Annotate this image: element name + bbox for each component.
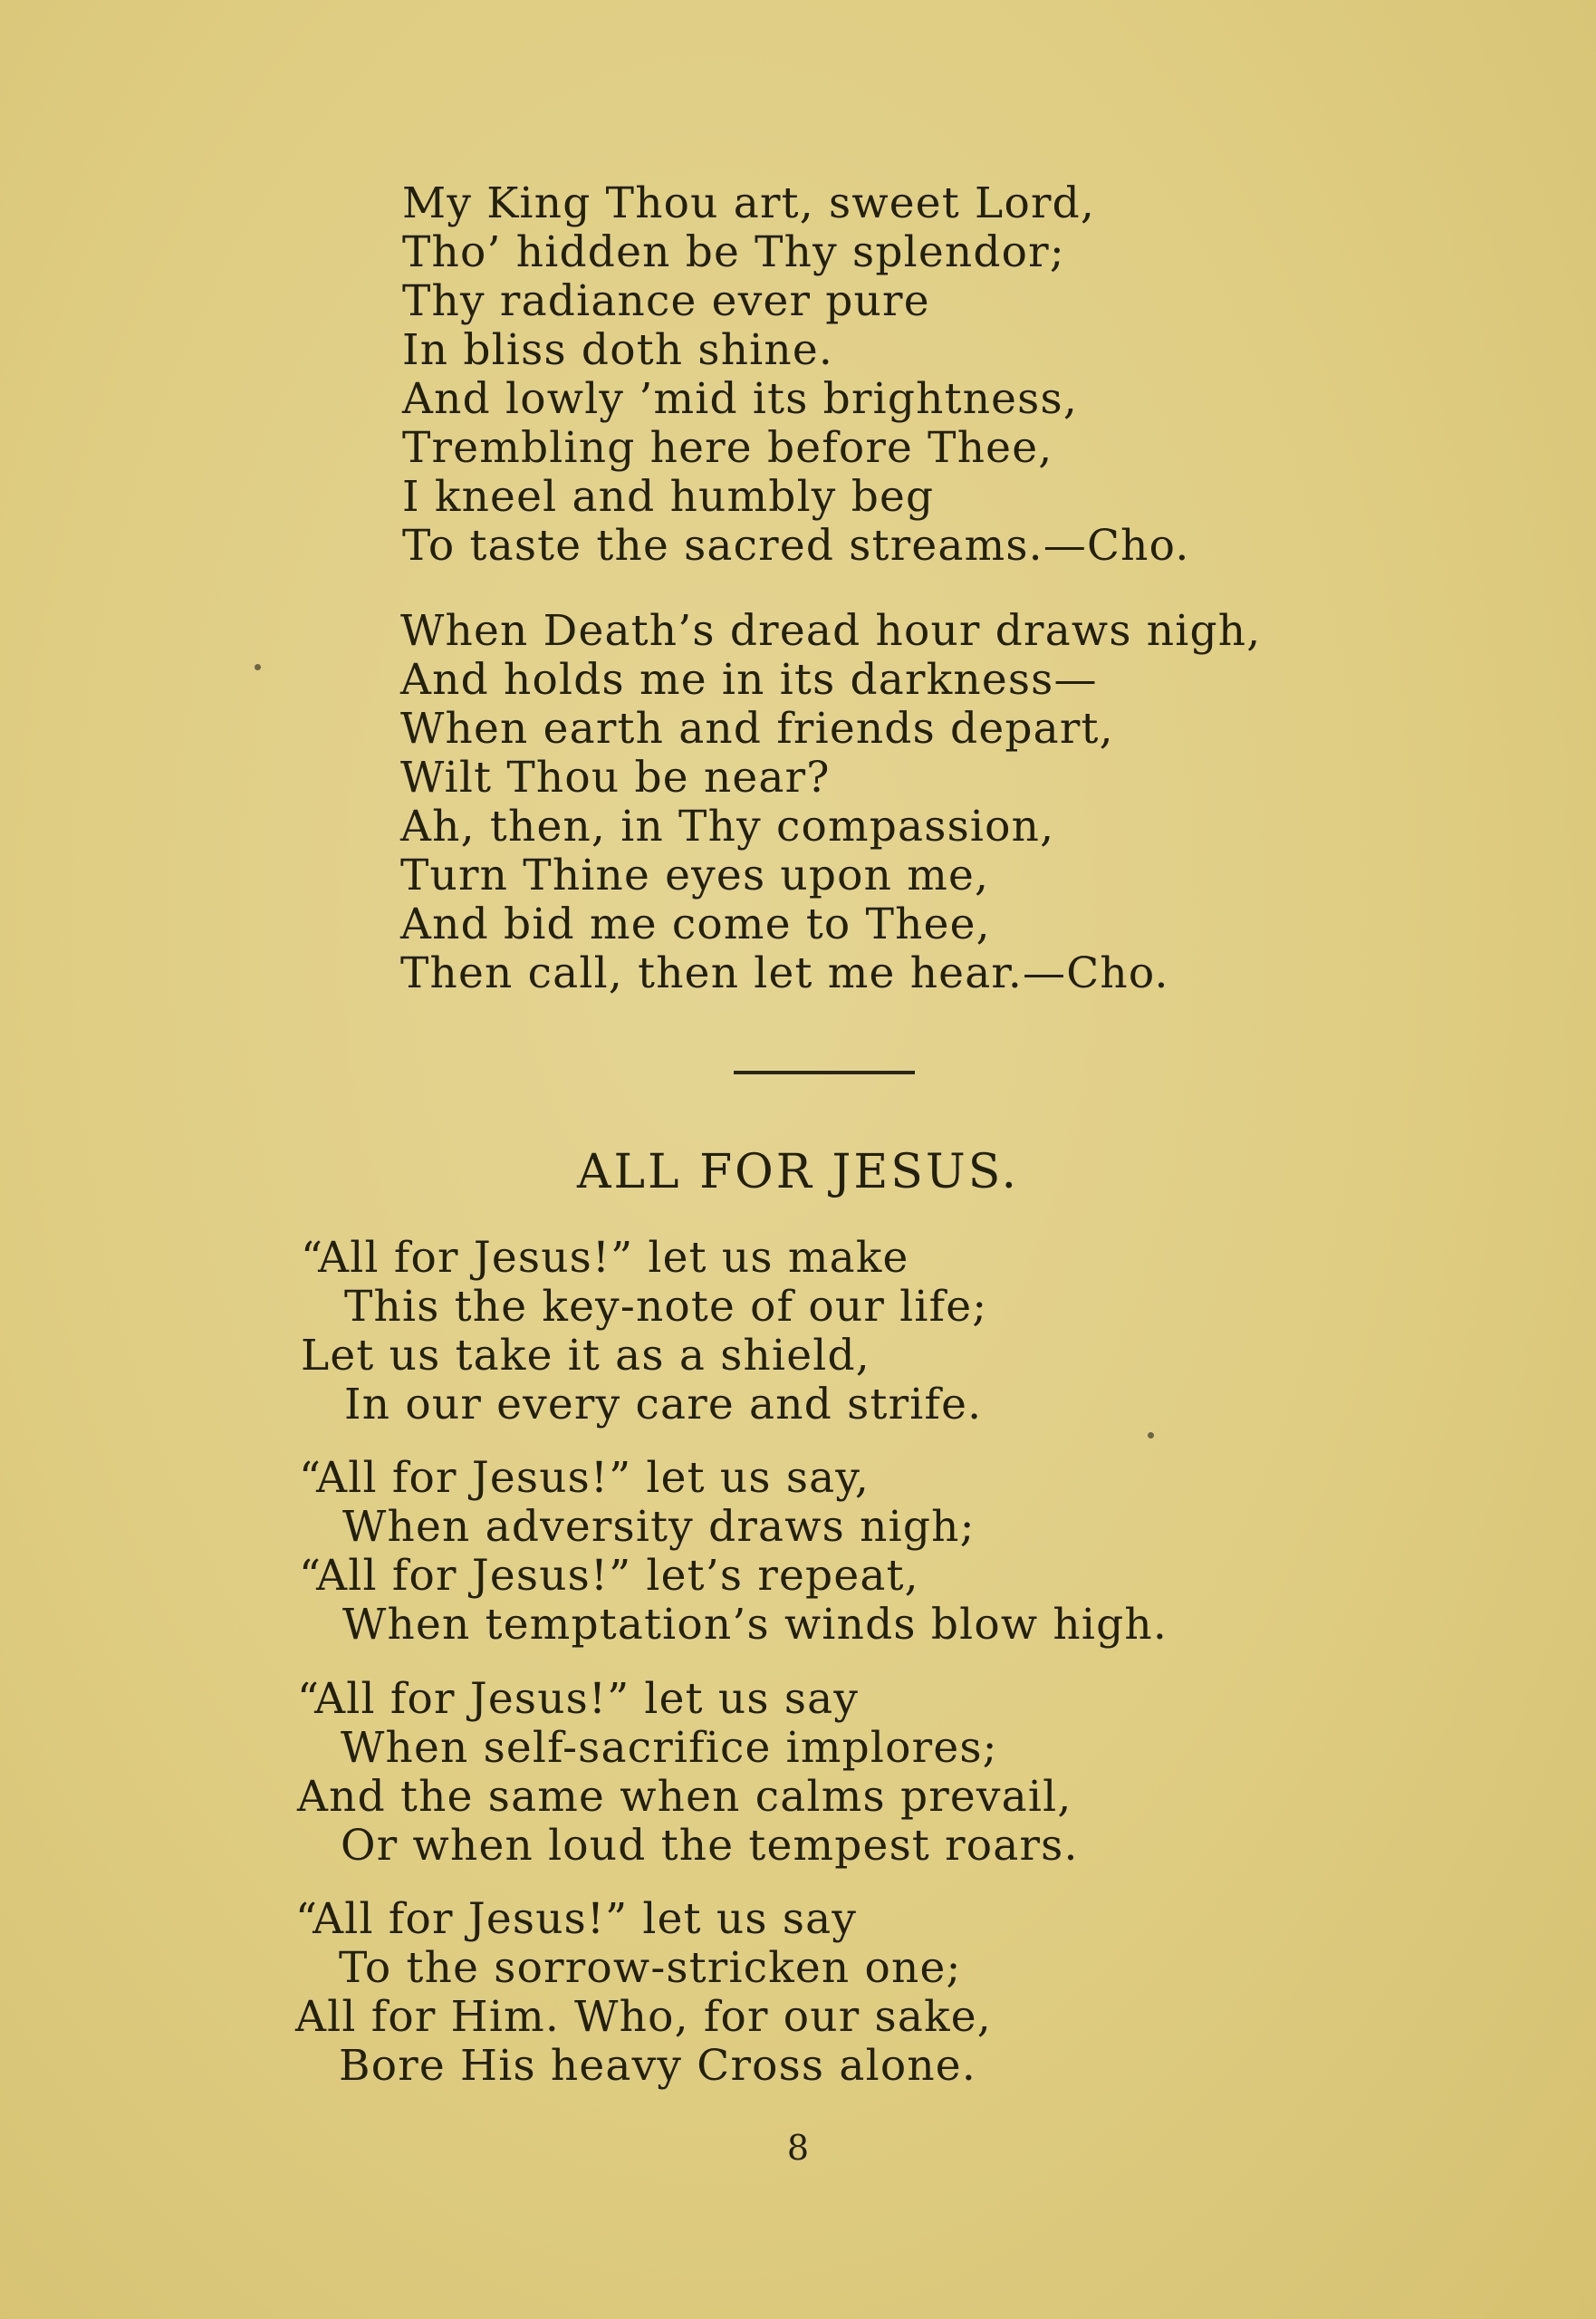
poem-line: “All for Jesus!” let us say (295, 1894, 858, 1944)
poem-line: In bliss doth shine. (402, 325, 834, 375)
poem-line: When earth and friends depart, (400, 704, 1114, 754)
poem-line: My King Thou art, sweet Lord, (402, 178, 1096, 228)
poem-line: To taste the sacred streams.—Cho. (402, 521, 1190, 571)
poem-line: This the key-note of our life; (344, 1282, 988, 1332)
poem-line: I kneel and humbly beg (402, 472, 935, 522)
poem-line: “All for Jesus!” let us make (301, 1233, 909, 1283)
poem-line: “All for Jesus!” let us say (297, 1674, 860, 1724)
poem-line: Wilt Thou be near? (400, 753, 831, 803)
poem-line: Trembling here before Thee, (402, 423, 1053, 473)
poem-line: In our every care and strife. (344, 1380, 983, 1429)
poem-line: When self-sacrifice implores; (341, 1723, 998, 1773)
poem1-stanza-1 (402, 179, 1189, 571)
poem-line: And lowly ’mid its brightness, (402, 374, 1078, 424)
poem-line: When Death’s dread hour draws nigh, (400, 606, 1262, 656)
poem2-stanza-4 (295, 1895, 992, 2091)
poem-line: Thy radiance ever pure (402, 276, 930, 326)
poem1-stanza-2 (400, 607, 1261, 998)
poem-line: And bid me come to Thee, (400, 900, 991, 949)
poem-line: When temptation’s winds blow high. (342, 1600, 1168, 1650)
poem-line: Bore His heavy Cross alone. (339, 2041, 976, 2091)
poem-line: To the sorrow-stricken one; (339, 1943, 962, 1993)
poem-line: “All for Jesus!” let’s repeat, (299, 1551, 919, 1601)
paper-speck (255, 664, 261, 670)
poem-line: And the same when calms prevail, (297, 1772, 1072, 1822)
poem-line: And holds me in its darkness— (400, 655, 1098, 705)
section-divider (734, 1071, 915, 1074)
poem-title: ALL FOR JESUS. (576, 1145, 1020, 1199)
poem-line: Ah, then, in Thy compassion, (400, 802, 1055, 852)
poem-line: Or when loud the tempest roars. (341, 1821, 1079, 1871)
poem-line: All for Him. Who, for our sake, (295, 1992, 992, 2042)
poem-line: Then call, then let me hear.—Cho. (400, 948, 1169, 998)
poem2-stanza-2 (299, 1454, 1168, 1650)
poem-line: Let us take it as a shield, (301, 1331, 870, 1381)
page-number: 8 (786, 2128, 810, 2168)
poem2-stanza-1 (301, 1234, 987, 1429)
poem2-stanza-3 (297, 1675, 1079, 1871)
poem-line: “All for Jesus!” let us say, (299, 1453, 870, 1503)
poem-line: When adversity draws nigh; (342, 1502, 976, 1552)
poem-line: Tho’ hidden be Thy splendor; (402, 227, 1065, 277)
poem-line: Turn Thine eyes upon me, (400, 851, 990, 900)
paper-speck (1148, 1432, 1154, 1439)
